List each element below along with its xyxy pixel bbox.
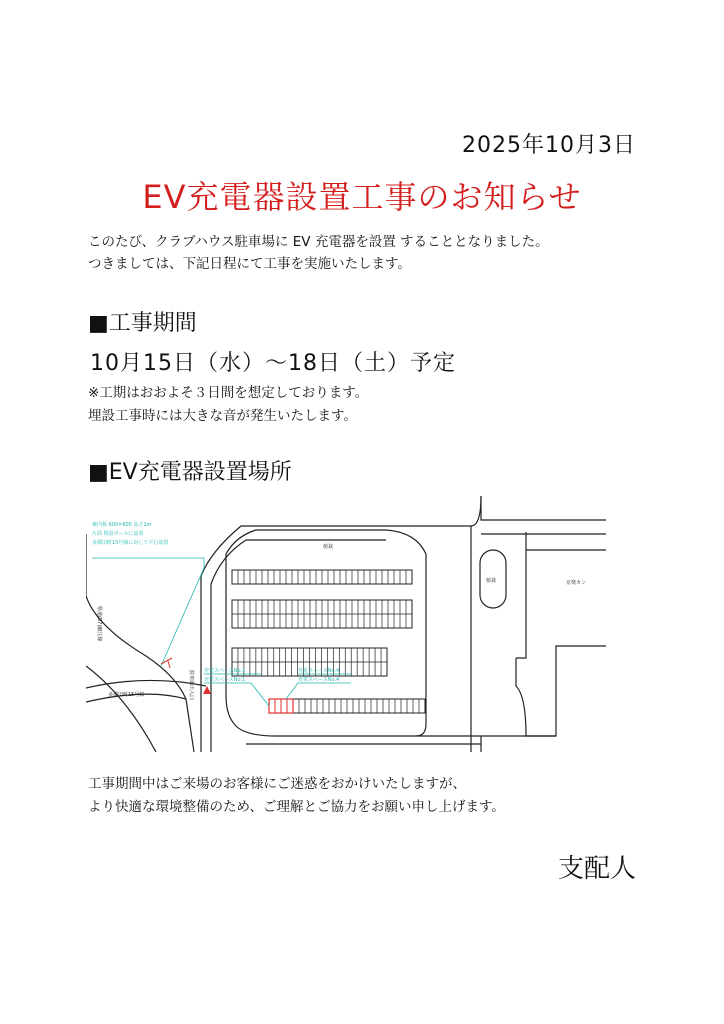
- svg-text:充電スペースNo.1: 充電スペースNo.1: [204, 668, 246, 674]
- period-note-2: 埋設工事時には大きな音が発生いたします。: [88, 408, 357, 424]
- period-note-1: ※工期はおおよそ３日間を想定しております。: [88, 385, 369, 401]
- closing-line-1: 工事期間中はご来場のお客様にご迷惑をおかけいたしますが、: [88, 776, 466, 792]
- charger-annotation-1: [204, 667, 269, 706]
- svg-text:案内板 600×600 高さ2m: 案内板 600×600 高さ2m: [92, 522, 152, 528]
- svg-text:充電スペースNo.4: 充電スペースNo.4: [298, 668, 340, 674]
- site-map: [86, 496, 606, 752]
- notice-date: 2025年10月3日: [462, 133, 636, 158]
- notice-title: EV充電器設置工事のお知らせ: [142, 178, 582, 216]
- building-label: 京楽カン: [566, 580, 587, 586]
- period-dates: 10月15日（水）～18日（土）予定: [90, 351, 456, 376]
- planting-label-right: 植栽: [486, 578, 497, 584]
- sign-annotation: [92, 521, 204, 666]
- svg-text:片面 既設ポールに設置: 片面 既設ポールに設置: [92, 531, 144, 537]
- parking-stalls: [232, 570, 425, 713]
- location-heading: ■EV充電器設置場所: [88, 460, 292, 485]
- signature: 支配人: [557, 854, 636, 884]
- closing-line-2: より快適な環境整備のため、ご理解とご協力をお願い申し上げます。: [88, 799, 505, 815]
- entrance-label: 駐車場出入口: [188, 670, 194, 701]
- entrance-arrow: [203, 686, 211, 694]
- svg-text:充電スペースNo.4: 充電スペースNo.4: [298, 677, 340, 683]
- svg-text:多都田町15号線に対して平行設置: 多都田町15号線に対して平行設置: [92, 540, 169, 546]
- road-bottom-label: 多都田町15号線: [108, 692, 145, 698]
- road-left-label: 県道(57)細江線: [96, 606, 102, 642]
- planting-label-top: 植栽: [323, 544, 334, 550]
- intro-line-1: このたび、クラブハウス駐車場に EV 充電器を設置 することとなりました。: [88, 234, 549, 250]
- charger-annotation-2: [286, 667, 351, 699]
- intro-line-2: つきましては、下記日程にて工事を実施いたします。: [88, 256, 411, 272]
- svg-text:充電スペースNo.1: 充電スペースNo.1: [204, 677, 246, 683]
- period-heading: ■工事期間: [88, 311, 197, 336]
